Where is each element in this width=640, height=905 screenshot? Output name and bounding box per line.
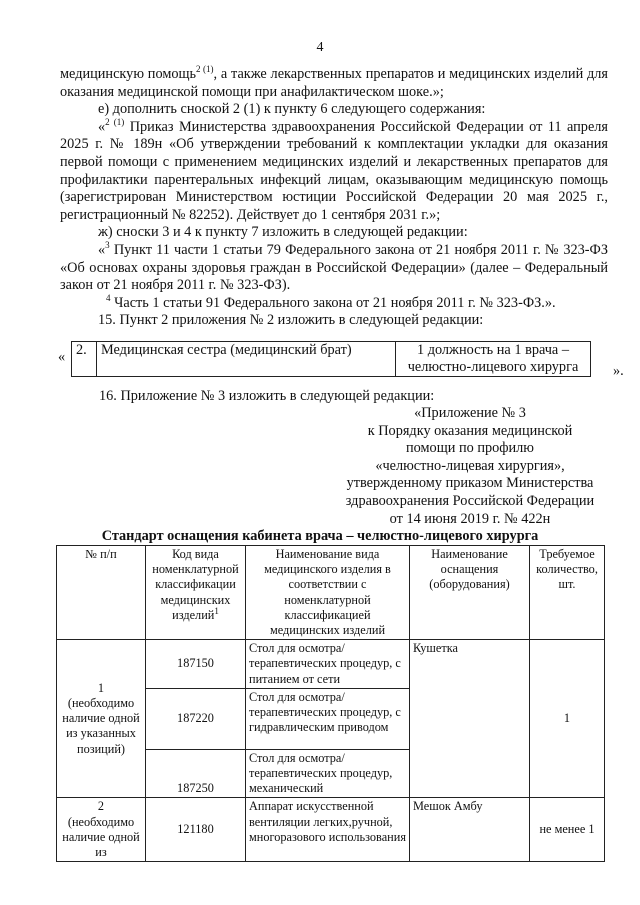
quantity-cell: 1 [530, 640, 605, 798]
code-cell: 121180 [146, 798, 246, 862]
group-note: (необходимо наличие одной из [62, 814, 140, 860]
page-number: 4 [316, 40, 324, 55]
col-num-header: № п/п [57, 546, 146, 640]
appendix-line: от 14 июня 2019 г. № 422н [389, 510, 551, 527]
item-name-cell: Стол для осмотра/ терапевтических процедур, с гидравлическим приводом [246, 688, 410, 749]
item-name-cell: Стол для осмотра/ терапевтических процедур, с питанием от сети [246, 640, 410, 689]
equipment-cell: Кушетка [410, 640, 530, 798]
open-quote: « [58, 349, 66, 365]
code-cell: 187250 [146, 749, 246, 798]
footnote-ref: 4 [106, 292, 111, 303]
paragraph-continuation [60, 66, 608, 101]
appendix2-row [52, 341, 632, 381]
quote-mark: « [98, 118, 106, 135]
appendix-header [320, 405, 620, 528]
appendix-line: «челюстно-лицевая хирургия», [375, 457, 565, 474]
appendix-line: здравоохранения Российской Федерации [345, 492, 595, 509]
paragraph-e: е) дополнить сноской 2 (1) к пункту 6 следующего содержания: [98, 101, 486, 118]
footnote-3 [60, 242, 608, 295]
header-text: Код вида номенклатурной классификации медицинских изделий [152, 547, 239, 622]
quote-mark: « [98, 241, 106, 258]
group-note: (необходимо наличие одной из указанных позиций) [62, 696, 140, 756]
footnote-ref: 1 [214, 605, 219, 616]
close-quote: ». [613, 363, 624, 379]
text-fragment: Приказ Министерства здравоохранения Российской Федерации от 11 апреля 2025 г. № 189н «Об утверждении требований к комплектации укладки для оказания первой помощи с применением медицинских изделий и лекарственных препаратов для профилактики парентеральных инфекций лицам, оказывающим медицинскую помощь (зарегистрирован Министерством юстиции Российской Федерации 20 мая 2025 г., регистрационный № 82252). Действует до 1 сентября 2031 г.»; [60, 118, 608, 223]
group-number: 1 [97, 680, 105, 695]
footnote-ref: 2 (1) [196, 64, 214, 75]
paragraph-zh: ж) сноски 3 и 4 к пункту 7 изложить в следующей редакции: [98, 224, 468, 241]
group-number-cell [57, 640, 146, 798]
footnote-4 [60, 292, 608, 313]
code-cell: 187150 [146, 640, 246, 689]
amendment-text [60, 66, 608, 330]
appendix-line: «Приложение № 3 [414, 405, 526, 421]
appendix-line: к Порядку оказания медицинской [367, 422, 573, 439]
table-row [57, 798, 605, 862]
staff-norm: 1 должность на 1 врача – челюстно-лицевого хирурга [396, 342, 591, 377]
footnote-ref: 3 [105, 240, 110, 251]
group-number-cell [57, 798, 146, 862]
col-code-header [146, 546, 246, 640]
col-equip-header: Наименование оснащения (оборудования) [410, 546, 530, 640]
col-name-header: Наименование вида медицинского изделия в соответствии с номенклатурной классификацией медицинских изделий [246, 546, 410, 640]
table-row [72, 342, 591, 377]
col-qty-header: Требуемое количество, шт. [530, 546, 605, 640]
appendix-line: помощи по профилю [405, 440, 534, 457]
table-row [57, 640, 605, 689]
equipment-cell: Мешок Амбу [410, 798, 530, 862]
standard-title: Стандарт оснащения кабинета врача – челюстно-лицевого хирурга [101, 528, 539, 544]
text-fragment: , а также лекарственных препаратов и медицинских изделий для оказания медицинской помощи при анафилактическом шоке.»; [60, 66, 608, 100]
text-fragment: Часть 1 статьи 91 Федерального закона от 21 ноября 2011 г. № 323-ФЗ.». [110, 294, 556, 311]
staff-table [71, 341, 591, 377]
footnote-2-1 [60, 119, 608, 225]
code-cell: 187220 [146, 688, 246, 749]
quantity-cell: не менее 1 [530, 798, 605, 862]
item-name-cell: Аппарат искусственной вентиляции легких,ручной, многоразового использования [246, 798, 410, 862]
paragraph-16: 16. Приложение № 3 изложить в следующей редакции: [99, 388, 435, 404]
paragraph-15: 15. Пункт 2 приложения № 2 изложить в следующей редакции: [98, 312, 484, 329]
table-header-row [57, 546, 605, 640]
text-fragment: Пункт 11 части 1 статьи 79 Федерального закона от 21 ноября 2011 г. № 323-ФЗ «Об основах охраны здоровья граждан в Российской Федерации» (далее – Федеральный закон от 21 ноября 2011 г. № 323-ФЗ). [60, 241, 608, 294]
appendix-line: утвержденному приказом Министерства [346, 475, 594, 492]
equipment-table [56, 545, 605, 862]
item-name-cell: Стол для осмотра/ терапевтических процедур, механический [246, 749, 410, 798]
group-number: 2 [97, 799, 105, 814]
footnote-ref: 2 (1) [105, 117, 125, 128]
text-fragment: медицинскую помощь [60, 66, 197, 82]
row-number: 2. [72, 342, 97, 377]
position-name: Медицинская сестра (медицинский брат) [97, 342, 396, 377]
